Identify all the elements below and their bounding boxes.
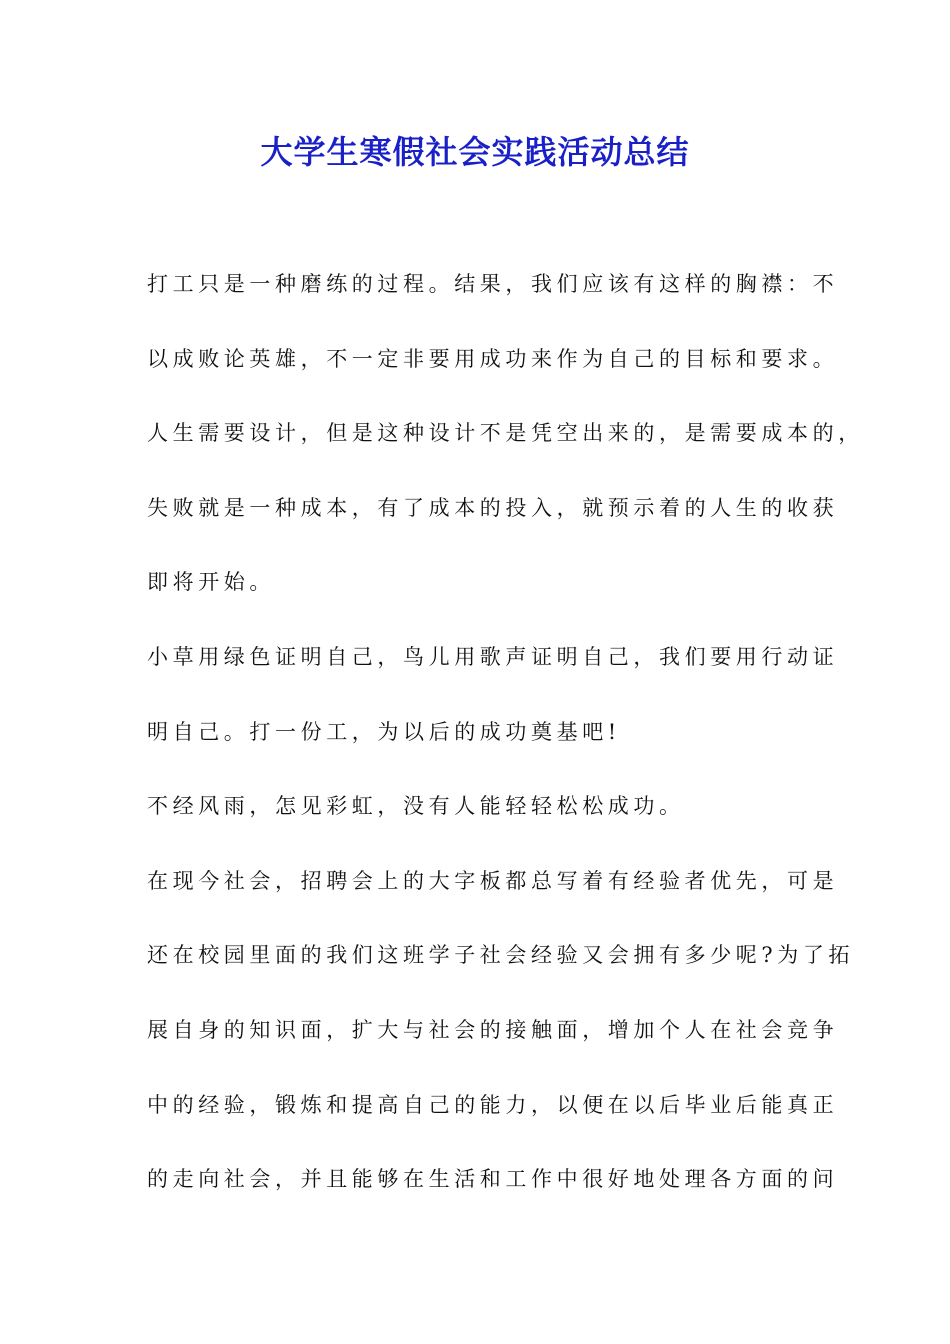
text-line-10: 还在校园里面的我们这班学子社会经验又会拥有多少呢?为了拓 [147, 943, 855, 968]
text-line-6: 小草用绿色证明自己，鸟儿用歌声证明自己，我们要用行动证 [147, 644, 839, 669]
text-line-1: 打工只是一种磨练的过程。结果，我们应该有这样的胸襟：不 [147, 272, 839, 296]
text-line-2: 以成败论英雄，不一定非要用成功来作为自己的目标和要求。 [147, 346, 839, 371]
text-line-3: 人生需要设计，但是这种设计不是凭空出来的，是需要成本的， [147, 421, 864, 446]
text-line-5: 即将开始。 [147, 570, 275, 595]
text-line-4: 失败就是一种成本，有了成本的投入，就预示着的人生的收获 [147, 495, 839, 520]
document-title: 大学生寒假社会实践活动总结 [260, 133, 690, 171]
text-line-7: 明自己。打一份工，为以后的成功奠基吧! [147, 719, 621, 744]
text-line-13: 的走向社会，并且能够在生活和工作中很好地处理各方面的问 [147, 1167, 839, 1192]
text-line-9: 在现今社会，招聘会上的大字板都总写着有经验者优先，可是 [147, 868, 839, 893]
text-line-11: 展自身的知识面，扩大与社会的接触面，增加个人在社会竞争 [147, 1017, 839, 1042]
document-body [147, 262, 864, 1232]
text-line-12: 中的经验，锻炼和提高自己的能力，以便在以后毕业后能真正 [147, 1092, 839, 1117]
text-line-8: 不经风雨，怎见彩虹，没有人能轻轻松松成功。 [147, 794, 685, 819]
